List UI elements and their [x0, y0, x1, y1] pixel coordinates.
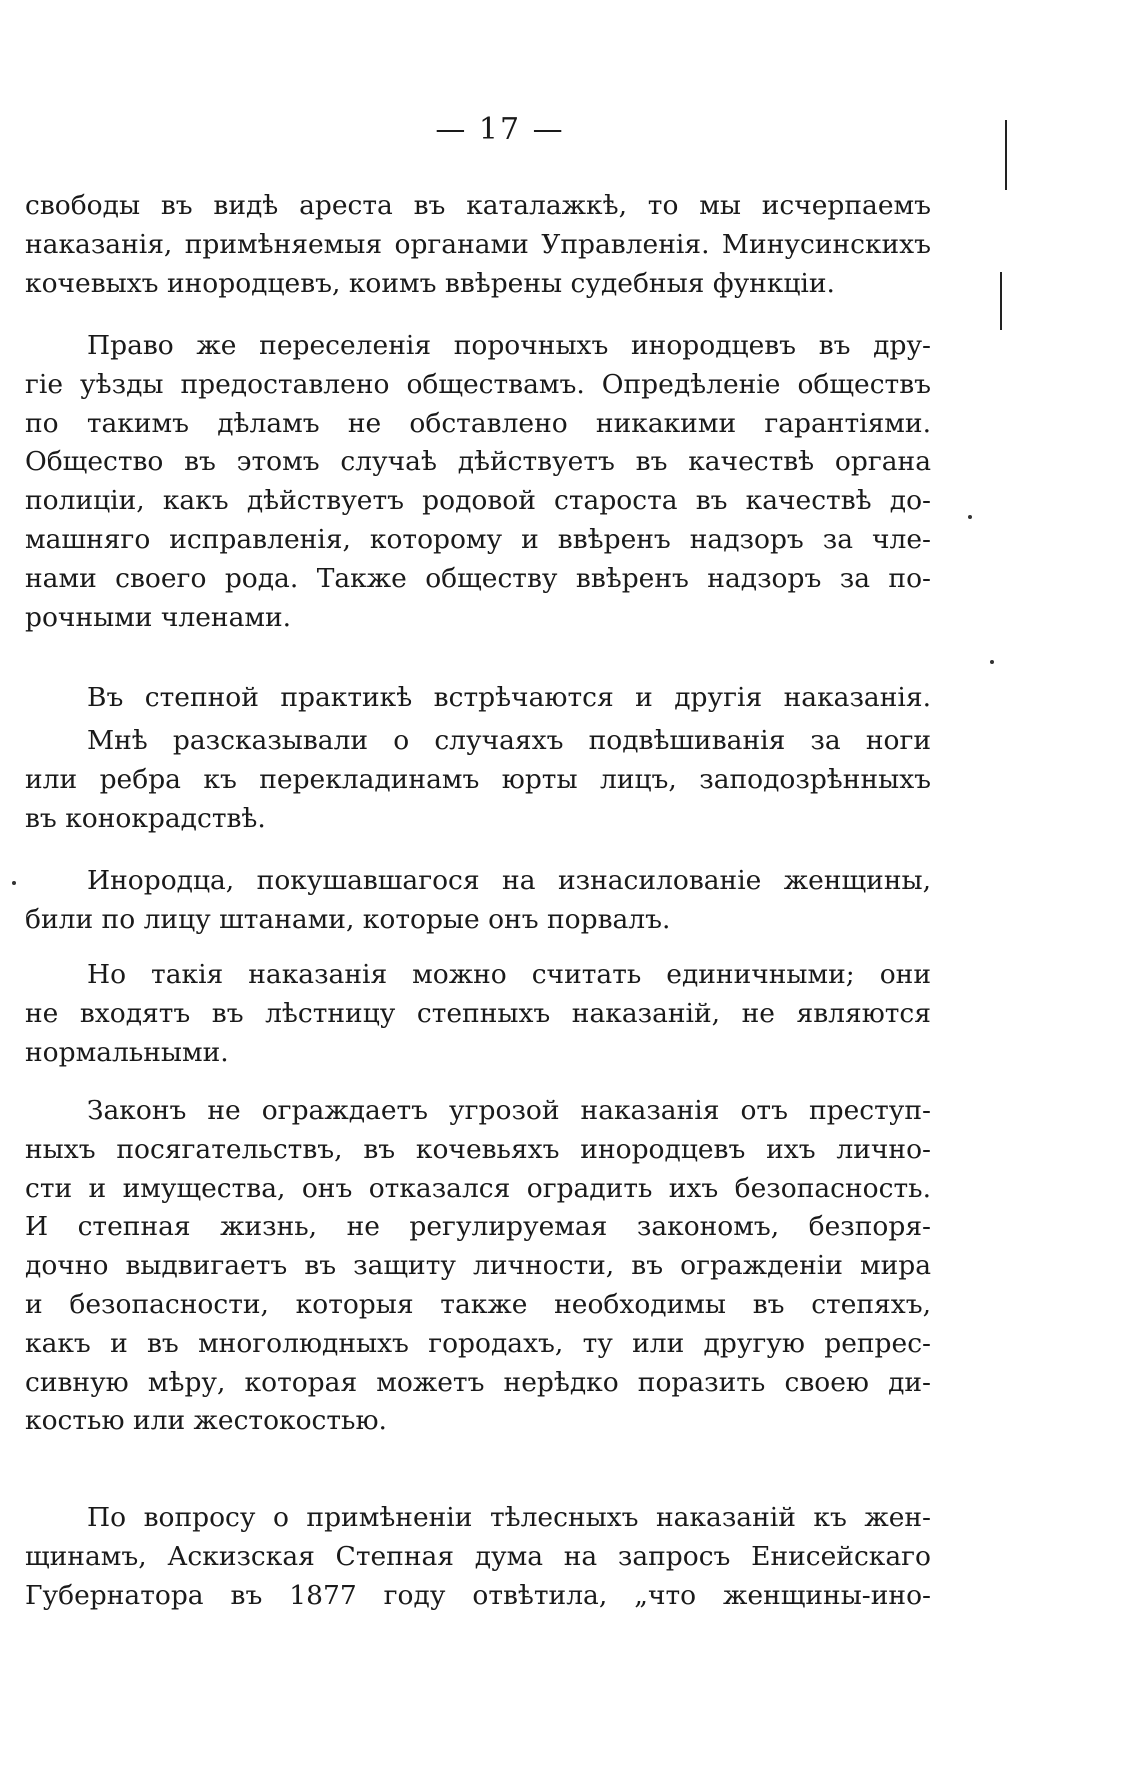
text-line: костью или жестокостью. — [25, 1405, 387, 1437]
text-line: Инородца, покушавшагося на изнасилованіе женщины, — [87, 865, 931, 896]
paragraph-1 — [25, 187, 931, 303]
text-line: Законъ не ограждаетъ угрозой наказанія отъ преступ- — [87, 1095, 931, 1126]
text-line: Право же переселенія порочныхъ инородцевъ въ дру- — [87, 330, 931, 361]
paragraph-7 — [25, 1092, 931, 1441]
paragraph-5 — [25, 862, 931, 940]
text-line: не входятъ въ лѣстницу степныхъ наказаній, не являются — [25, 997, 931, 1029]
text-line: гіе уѣзды предоставлено обществамъ. Опредѣленіе обществъ — [25, 368, 931, 400]
paragraph-8 — [25, 1499, 931, 1615]
text-line: Губернатора въ 1877 году отвѣтила, „что женщины-ино- — [25, 1579, 931, 1611]
text-line: по такимъ дѣламъ не обставлено никакими гарантіями. — [25, 407, 931, 439]
text-line: сти и имущества, онъ отказался оградить ихъ безопасность. — [25, 1172, 931, 1204]
margin-mark — [1005, 120, 1007, 190]
page-number: — 17 — — [435, 112, 565, 147]
text-line: кочевыхъ инородцевъ, коимъ ввѣрены судебныя функціи. — [25, 267, 835, 299]
text-line: нормальными. — [25, 1036, 229, 1068]
print-speck — [990, 660, 994, 664]
print-speck — [968, 515, 972, 519]
text-line: или ребра къ перекладинамъ юрты лицъ, заподозрѣнныхъ — [25, 763, 931, 795]
text-line: щинамъ, Аскизская Степная дума на запросъ Енисейскаго — [25, 1540, 931, 1572]
text-line: сивную мѣру, которая можетъ нерѣдко поразить своею ди- — [25, 1366, 931, 1398]
text-line: Мнѣ разсказывали о случаяхъ подвѣшиванія за ноги — [87, 725, 931, 756]
print-speck — [12, 881, 16, 885]
text-line: въ конокрадствѣ. — [25, 802, 266, 834]
text-line: Но такія наказанія можно считать единичными; они — [87, 959, 931, 990]
text-line: дочно выдвигаетъ въ защиту личности, въ огражденіи мира — [25, 1250, 931, 1282]
text-line: По вопросу о примѣненіи тѣлесныхъ наказаній къ жен- — [87, 1502, 931, 1533]
paragraph-4 — [25, 722, 931, 838]
text-line: полиціи, какъ дѣйствуетъ родовой староста въ качествѣ до- — [25, 485, 931, 517]
text-line: свободы въ видѣ ареста въ каталажкѣ, то мы исчерпаемъ — [25, 190, 931, 221]
paragraph-3 — [25, 679, 931, 718]
paragraph-2 — [25, 327, 931, 637]
text-line: Въ степной практикѣ встрѣчаются и другія наказанія. — [87, 682, 931, 713]
paragraph-6 — [25, 956, 931, 1072]
text-line: И степная жизнь, не регулируемая закономъ, безпоря- — [25, 1211, 931, 1243]
margin-mark — [1000, 272, 1002, 330]
text-line: и безопасности, которыя также необходимы въ степяхъ, — [25, 1288, 931, 1320]
text-line: наказанія, примѣняемыя органами Управленія. Минусинскихъ — [25, 228, 931, 260]
text-line: Общество въ этомъ случаѣ дѣйствуетъ въ качествѣ органа — [25, 446, 931, 478]
text-line: ныхъ посягательствъ, въ кочевьяхъ инородцевъ ихъ лично- — [25, 1133, 931, 1165]
text-line: машняго исправленія, которому и ввѣренъ надзоръ за чле- — [25, 523, 931, 555]
text-line: какъ и въ многолюдныхъ городахъ, ту или другую репрес- — [25, 1327, 931, 1359]
text-line: били по лицу штанами, которые онъ порвалъ. — [25, 903, 671, 935]
text-line: рочными членами. — [25, 601, 292, 633]
text-line: нами своего рода. Также обществу ввѣренъ надзоръ за по- — [25, 562, 931, 594]
